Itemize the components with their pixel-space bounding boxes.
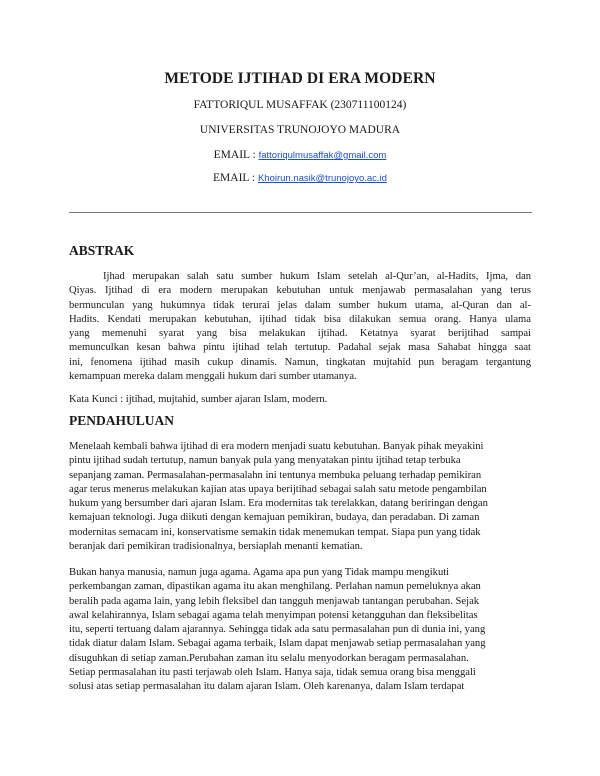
paragraph-line: agar terus menerus melakukan kajian atas upaya berijtihad sebagai salah satu metode pengambilan — [69, 483, 487, 495]
abstract-heading: ABSTRAK — [69, 243, 135, 258]
email-link-1[interactable]: fattoriqulmusaffak@gmail.com — [258, 150, 387, 161]
paragraph-line: solusi atas setiap permasalahan itu dalam ajaran Islam. Oleh karenanya, dalam Islam terdapat — [69, 681, 465, 693]
email-label-2: EMAIL : — [213, 172, 256, 184]
abstract-line: Ijhad merupakan salah satu sumber hukum Islam setelah al-Qur’an, al-Hadits, Ijma, dan — [103, 271, 531, 282]
introduction-paragraph-2 — [69, 566, 531, 695]
paragraph-line: hukum yang bersumber dari ajaran Islam. Era modernitas tak terelakkan, datang beriringan dengan — [69, 498, 488, 510]
paragraph-line: pintu ijtihad sudah tertutup, namun banyak pula yang menyatakan pintu ijtihad tetap terbuka — [69, 455, 461, 467]
paragraph-line: awal kelahirannya, Islam sebagai agama telah menyimpan potensi ketangguhan dan fleksibelitas — [69, 609, 478, 621]
email-label-1: EMAIL : — [213, 149, 256, 161]
paragraph-line: beralih pada agama lain, yang lebih fleksibel dan tangguh menjawab tantangan perubahan. Sejak — [69, 595, 480, 607]
paragraph-line: modernitas semacam ini, konservatisme semakin tidak menemukan tempat. Siapa pun yang tidak — [69, 526, 481, 538]
university-line: UNIVERSITAS TRUNOJOYO MADURA — [199, 124, 401, 136]
paragraph-line: itu, seperti tertuang dalam ajarannya. Sehingga tidak ada satu permasalahan pun di dunia ini, yang — [69, 624, 486, 636]
paragraph-line: sepanjang zaman. Permasalahan-permasalahn ini tentunya membuka peluang terhadap pemikiran — [69, 469, 482, 481]
introduction-heading: PENDAHULUAN — [69, 413, 175, 428]
abstract-line: memunculkan kesan bahwa pintu ijtihad telah tertutup. Padahal sejak masa Sahabat hingga saat — [69, 342, 531, 354]
introduction-paragraph-1 — [69, 440, 531, 554]
paper-title: METODE IJTIHAD DI ERA MODERN — [164, 70, 436, 87]
header-divider — [69, 212, 532, 213]
abstract-line: Hadits. Kendati merupakan kebutuhan, ijtihad tidak bisa dilakukan semua orang. Hanya ulama — [69, 313, 531, 325]
email-link-2[interactable]: Khoirun.nasik@trunojoyo.ac.id — [257, 173, 387, 184]
author-line: FATTORIQUL MUSAFFAK (230711100124) — [193, 99, 407, 111]
abstract-line: kemampuan mereka dalam menggali hukum dari sumber utamanya. — [69, 371, 357, 383]
paragraph-line: Menelaah kembali bahwa ijtihad di era modern menjadi suatu kebutuhan. Banyak pihak meyakini — [69, 441, 484, 452]
paragraph-line: kemajuan teknologi. Juga diikuti dengan kemajuan pemikiran, budaya, dan peradaban. Di zaman — [69, 512, 480, 524]
email-line-1 — [0, 149, 600, 161]
paragraph-line: disuguhkan di setiap zaman.Perubahan zaman itu selalu menyodorkan beragam permasalahan. — [69, 652, 469, 664]
abstract-line: yang memenuhi syarat yang bisa melakukan ijtihad. Ketatnya syarat berijtihad sampai — [69, 328, 531, 340]
paragraph-line: Bukan hanya manusia, namun juga agama. Agama apa pun yang Tidak mampu mengikuti — [69, 567, 450, 578]
abstract-body — [69, 270, 531, 384]
paragraph-line: Setiap permasalahan itu pasti terjawab oleh Islam. Hanya saja, tidak semua orang bisa menggali — [69, 667, 476, 679]
abstract-line: Qiyas. Ijtihad di era modern merupakan kebutuhan untuk menjawab permasalahan yang terus — [69, 285, 531, 297]
paragraph-line: beranjak dari pemikiran tradisionalnya, bersiaplah menanti kematian. — [69, 541, 363, 553]
paragraph-line: perkembangan zaman, dipastikan agama itu akan menghilang. Perlahan namun pemeluknya akan — [69, 581, 481, 593]
email-line-2 — [0, 172, 600, 184]
paragraph-line: tidak diatur dalam Islam. Sebagai agama terbaik, Islam dapat menjawab setiap permasalahan yang — [69, 638, 486, 650]
abstract-line: ini, fenomena ijtihad masih cukup dinamis. Namun, tingkatan mujtahid pun beragam tergantung — [69, 356, 531, 368]
keywords-line: Kata Kunci : ijtihad, mujtahid, sumber ajaran Islam, modern. — [69, 394, 328, 405]
abstract-line: bermunculan yang hukumnya tidak terurai jelas dalam sumber hukum utama, al-Quran dan al- — [69, 299, 531, 311]
